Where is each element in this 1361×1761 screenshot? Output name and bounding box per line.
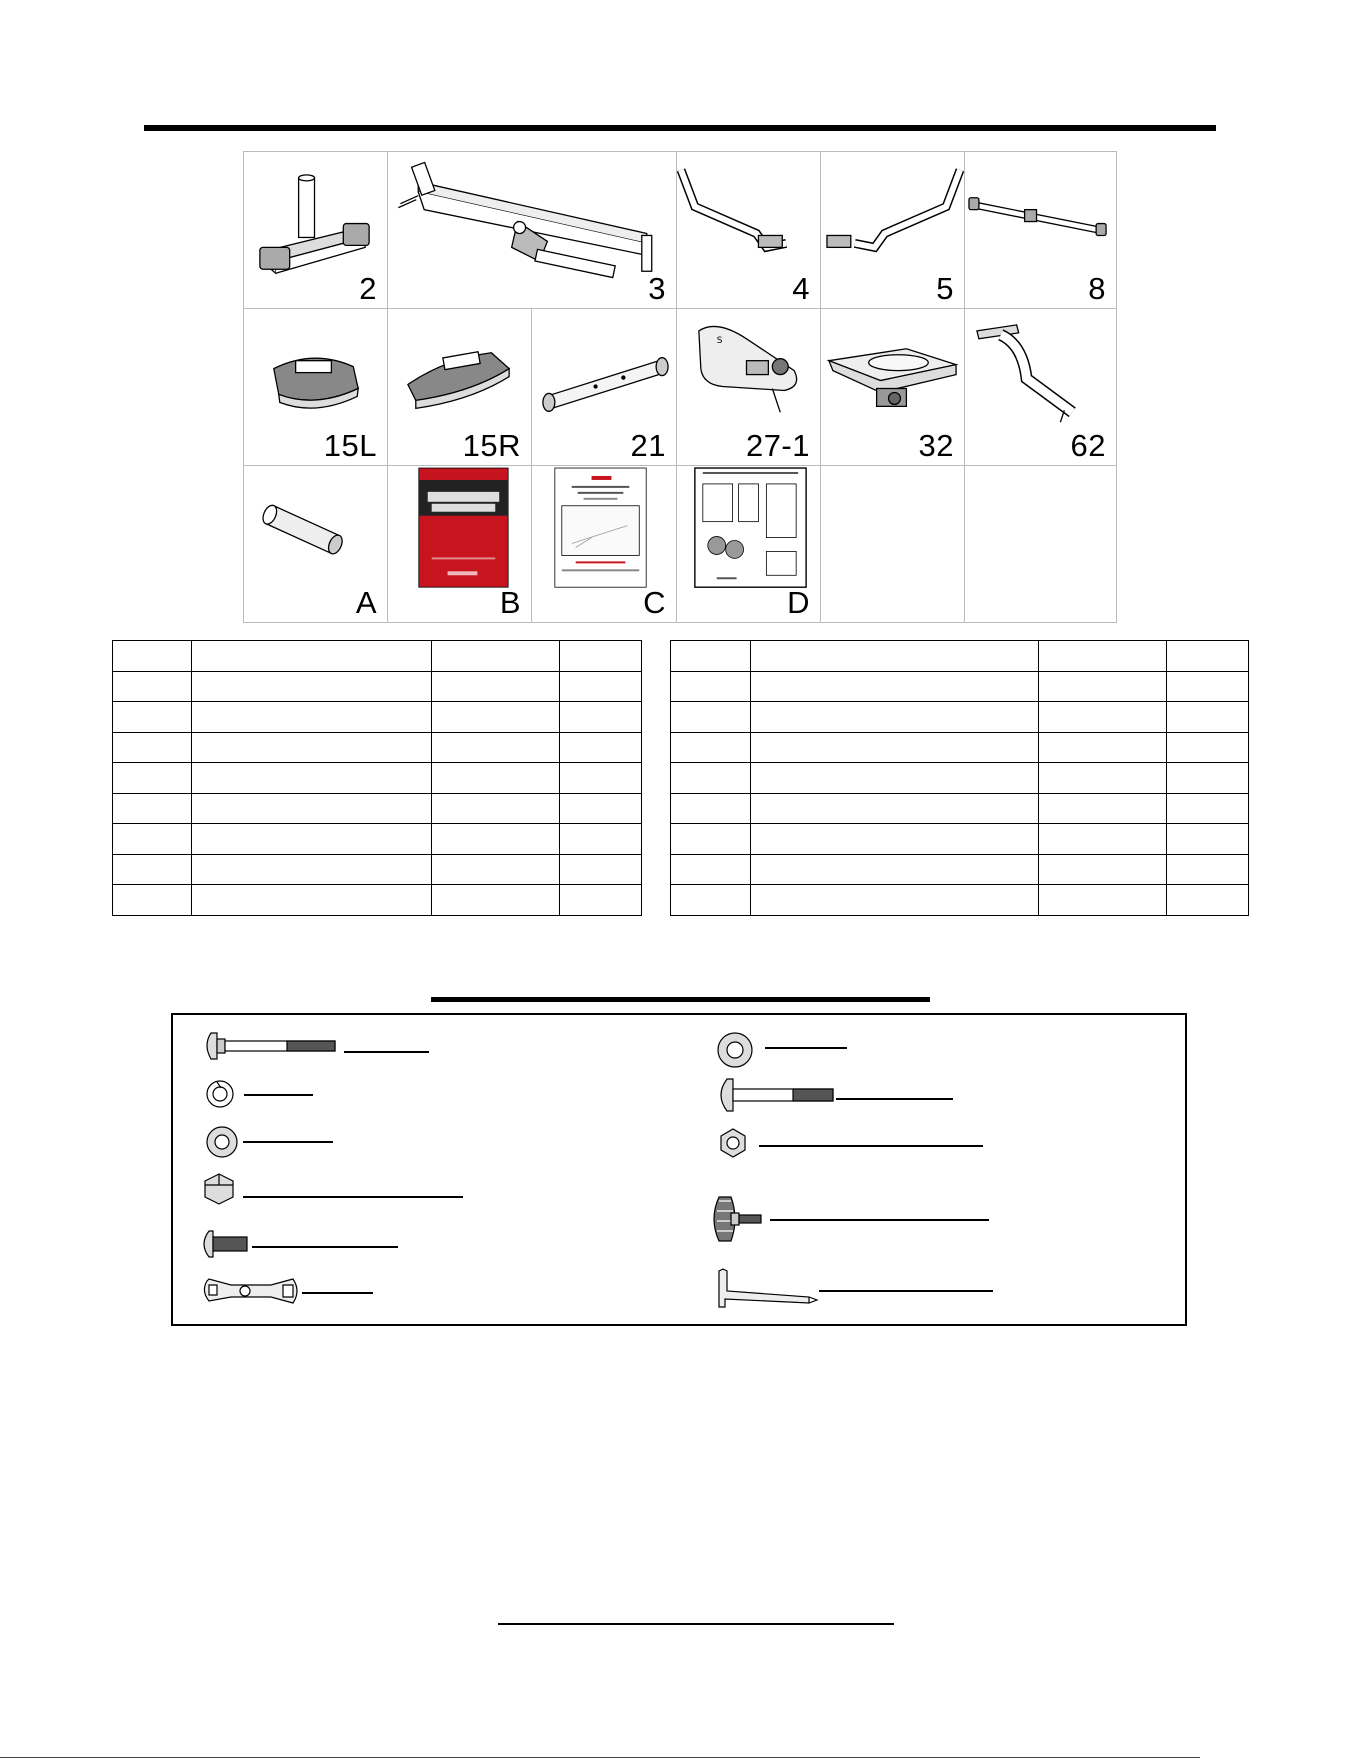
- leader-line: [244, 1094, 313, 1096]
- part-cell-21: [532, 309, 677, 466]
- table-row: [113, 702, 642, 733]
- section-rule-top: [144, 125, 1216, 131]
- part-cell-4: [677, 152, 821, 309]
- short-bolt-icon: [201, 1229, 251, 1259]
- part-cell-2: [244, 152, 388, 309]
- part-label: 4: [792, 271, 810, 306]
- hardware-package-box: [171, 1013, 1187, 1326]
- table-row: [671, 702, 1249, 733]
- part-cell-32: [821, 309, 965, 466]
- parts-list-table-left: [112, 640, 642, 916]
- leader-line: [836, 1098, 953, 1100]
- part-cell-15r: [388, 309, 532, 466]
- table-row: [671, 824, 1249, 855]
- allen-key-icon: [713, 1267, 823, 1311]
- wrench-icon: [201, 1271, 301, 1311]
- leader-line: [770, 1219, 989, 1221]
- table-row: [671, 732, 1249, 763]
- part-label: 62: [1070, 428, 1106, 463]
- leader-line: [252, 1246, 398, 1248]
- table-row: [113, 793, 642, 824]
- part-label: 15L: [323, 428, 377, 463]
- svg-text:S: S: [716, 335, 723, 346]
- part-cell-62: [965, 309, 1117, 466]
- section-rule-hardware: [431, 997, 930, 1002]
- page-footer-rule: [0, 1757, 1200, 1758]
- table-row: [113, 854, 642, 885]
- part-label: 32: [918, 428, 954, 463]
- part-cell-b: [388, 466, 532, 623]
- table-row: [113, 824, 642, 855]
- parts-list-table-right: [670, 640, 1249, 916]
- part-cell-3: [388, 152, 677, 309]
- parts-grid: [243, 151, 1117, 623]
- part-label: 3: [648, 271, 666, 306]
- table-row: [113, 641, 642, 672]
- lock-nut-icon: [717, 1127, 749, 1159]
- button-bolt-icon: [717, 1077, 837, 1113]
- part-cell-c: [532, 466, 677, 623]
- leader-line: [819, 1290, 993, 1292]
- part-cell-a: [244, 466, 388, 623]
- part-cell-empty-2: [965, 466, 1117, 623]
- part-label: 8: [1088, 271, 1106, 306]
- table-row: [113, 671, 642, 702]
- table-row: [671, 763, 1249, 794]
- table-row: [671, 793, 1249, 824]
- leader-line: [344, 1051, 429, 1053]
- split-washer-icon: [205, 1079, 235, 1109]
- part-label: 5: [936, 271, 954, 306]
- carriage-bolt-icon: [203, 1027, 343, 1067]
- part-label: A: [355, 585, 377, 620]
- main-frame-icon: [388, 152, 676, 308]
- table-row: [113, 732, 642, 763]
- part-label: B: [499, 585, 521, 620]
- flat-washer-icon: [716, 1031, 754, 1069]
- leader-line: [243, 1141, 333, 1143]
- leader-line: [302, 1292, 373, 1294]
- flat-washer-icon: [205, 1125, 239, 1159]
- table-row: [671, 885, 1249, 916]
- part-cell-empty-1: [821, 466, 965, 623]
- table-row: [113, 885, 642, 916]
- part-cell-27-1: [677, 309, 821, 466]
- part-label: C: [643, 585, 666, 620]
- part-label: 2: [359, 271, 377, 306]
- part-label: 27-1: [745, 428, 810, 463]
- part-cell-15l: [244, 309, 388, 466]
- part-label: 15R: [462, 428, 521, 463]
- table-row: [113, 763, 642, 794]
- leader-line: [243, 1196, 463, 1198]
- table-row: [671, 671, 1249, 702]
- leader-line: [759, 1145, 983, 1147]
- table-row: [671, 641, 1249, 672]
- knob-icon: [709, 1191, 769, 1247]
- acorn-nut-icon: [201, 1171, 237, 1207]
- leader-line: [765, 1047, 847, 1049]
- part-cell-5: [821, 152, 965, 309]
- part-cell-d: [677, 466, 821, 623]
- section-rule-bottom: [498, 1623, 894, 1625]
- part-cell-8: [965, 152, 1117, 309]
- part-label: 21: [630, 428, 666, 463]
- part-label: D: [787, 585, 810, 620]
- table-row: [671, 854, 1249, 885]
